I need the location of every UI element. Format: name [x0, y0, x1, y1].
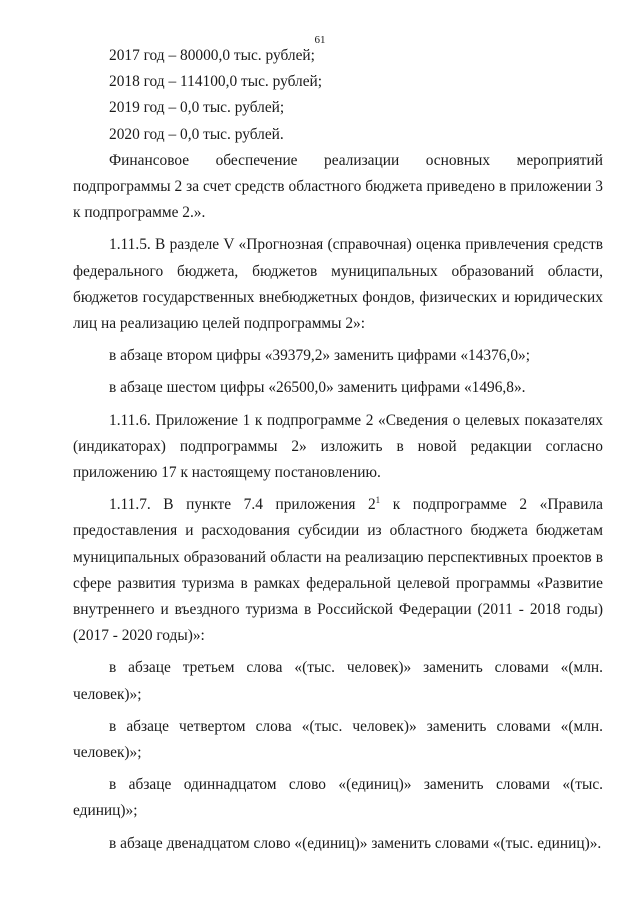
- paragraph-1-11-7-rest: к подпрограмме 2 «Правила предоставления и расходования субсидии из областного бюджета бюджетам муниципальных образований области на реализацию перспективных проектов в сфере развития туризма в рамках федеральной целевой программы «Развитие внутреннего и въездного туризма в Российской Федерации (2011 - 2018 годы) (2017 - 2020 годы)»:: [73, 496, 603, 645]
- paragraph-sixth-abzac: в абзаце шестом цифры «26500,0» заменить цифрами «1496,8».: [109, 379, 526, 397]
- paragraph-twelfth-abzac: в абзаце двенадцатом слово «(единиц)» заменить словами «(тыс. единиц)».: [109, 834, 602, 852]
- list-item-2019: 2019 год – 0,0 тыс. рублей;: [109, 99, 285, 117]
- paragraph-1-11-7: [73, 492, 603, 649]
- page-number: 61: [314, 34, 326, 46]
- superscript-1: 1: [375, 495, 381, 506]
- document-body: [73, 43, 603, 857]
- paragraph-eleventh-abzac: в абзаце одиннадцатом слово «(единиц)» заменить словами «(тыс. единиц)»;: [73, 776, 603, 820]
- list-item-2017: 2017 год – 80000,0 тыс. рублей;: [109, 47, 315, 64]
- paragraph-second-abzac: в абзаце втором цифры «39379,2» заменить цифрами «14376,0»;: [109, 347, 531, 365]
- list-item-2020: 2020 год – 0,0 тыс. рублей.: [109, 125, 284, 143]
- paragraph-third-abzac: в абзаце третьем слова «(тыс. человек)» заменить словами «(млн. человек)»;: [73, 659, 603, 703]
- paragraph-fourth-abzac: в абзаце четвертом слова «(тыс. человек)» заменить словами «(млн. человек)»;: [73, 717, 603, 762]
- paragraph-1-11-7-start: 1.11.7. В пункте 7.4 приложения 2: [109, 496, 376, 514]
- paragraph-1-11-5: 1.11.5. В разделе V «Прогнозная (справочная) оценка привлечения средств федерального бюджета, бюджетов муниципальных образований области, бюджетов государственных внебюджетных фондов, физических и юридических лиц на реализацию целей подпрограммы 2»:: [73, 236, 603, 333]
- paragraph-1-11-6: 1.11.6. Приложение 1 к подпрограмме 2 «Сведения о целевых показателях (индикаторах) подпрограммы 2» изложить в новой редакции согласно приложению 17 к настоящему постановлению.: [73, 411, 603, 482]
- list-item-2018: 2018 год – 114100,0 тыс. рублей;: [109, 73, 323, 91]
- paragraph-financial-support: Финансовое обеспечение реализации основных мероприятий подпрограммы 2 за счет средств областного бюджета приведено в приложении 3 к подпрограмме 2.».: [73, 151, 603, 222]
